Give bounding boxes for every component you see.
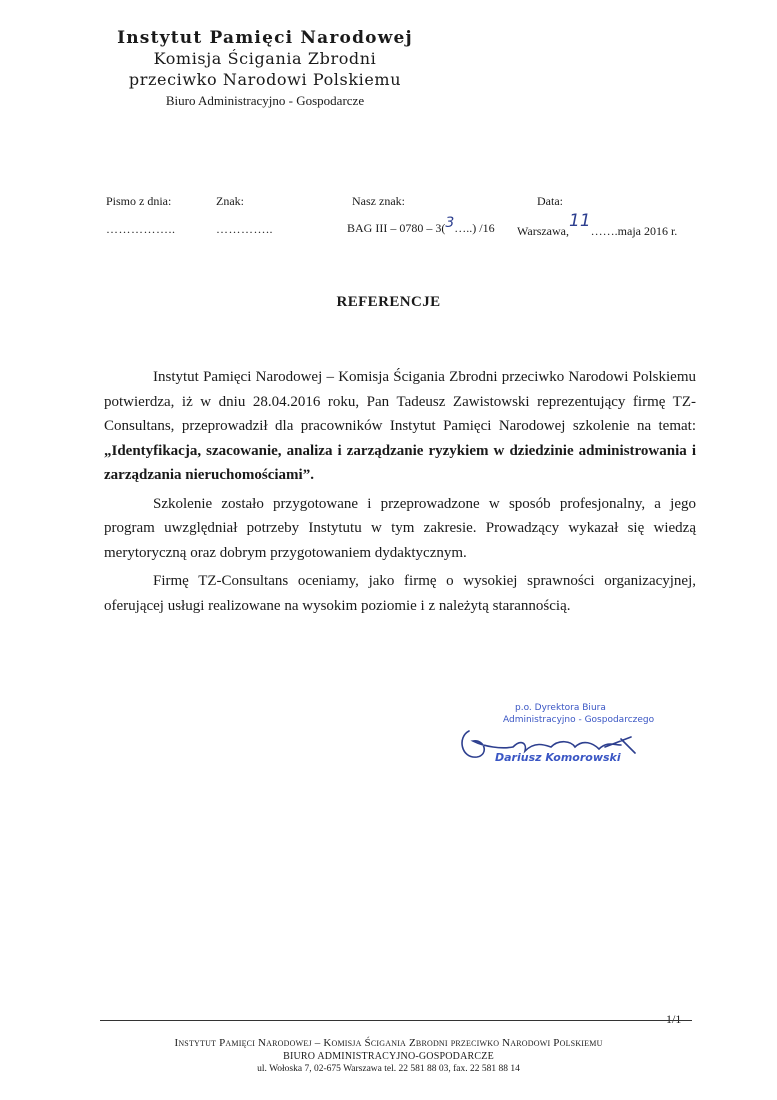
commission-name-line1: Komisja Ścigania Zbrodni — [153, 49, 377, 68]
nasz-znak-suffix: ) /16 — [472, 221, 495, 235]
pismo-value: …………….. — [106, 222, 176, 236]
letter-body — [104, 365, 696, 618]
nasz-znak-dots: ….. — [454, 221, 473, 235]
date-dots: ……. — [590, 224, 618, 238]
znak-value: ………….. — [216, 222, 273, 236]
page-number: 1/1 — [666, 1012, 682, 1026]
paragraph-2: Szkolenie zostało przygotowane i przeprowadzone w sposób profesjonalny, a jego program uwzględniał potrzeby Instytutu w tym zakresie. Prowadzący wykazał się wiedzą merytoryczną oraz dobrym przygotowaniem dydaktycznym. — [104, 495, 696, 561]
paragraph-3: Firmę TZ-Consultans oceniamy, jako firmę o wysokiej sprawności organizacyjnej, oferującej usługi realizowane na wysokim poziomie i z należytą starannością. — [104, 573, 696, 614]
commission-name-line2: przeciwko Narodowi Polskiemu — [128, 70, 402, 89]
signature-title-line2: Administracyjno - Gospodarczego — [503, 715, 655, 725]
footer-office: BIURO ADMINISTRACYJNO-GOSPODARCZE — [283, 1051, 494, 1062]
signature-block — [455, 703, 665, 773]
paragraph-1 — [104, 365, 696, 488]
office-name: Biuro Administracyjno - Gospodarcze — [165, 93, 365, 108]
date-value — [517, 211, 678, 240]
training-topic: „Identyfikacja, szacowanie, analiza i zarządzanie ryzykiem w dziedzinie administrowania i zarządzania nieruchomościami”. — [104, 442, 696, 483]
footer-institution: Instytut Pamięci Narodowej – Komisja Ścigania Zbrodni przeciwko Narodowi Polskiemu — [174, 1037, 603, 1049]
paragraph-1-text: Instytut Pamięci Narodowej – Komisja Ścigania Zbrodni przeciwko Narodowi Polskiemu potwierdza, iż w dniu 28.04.2016 roku, Pan Tadeusz Zawistowski reprezentujący firmę TZ-Consultans, przeprowadził dla pracowników Instytut Pamięci Narodowej szkolenie na temat: — [104, 369, 696, 434]
nasz-znak-label: Nasz znak: — [352, 194, 405, 208]
footer-address: ul. Wołoska 7, 02-675 Warszawa tel. 22 581 88 03, fax. 22 581 88 14 — [257, 1064, 520, 1074]
znak-label: Znak: — [216, 194, 244, 208]
date-suffix: maja 2016 r. — [617, 224, 678, 238]
footer-divider — [100, 1020, 692, 1021]
data-label: Data: — [537, 194, 563, 208]
date-handwritten-day: 11 — [569, 211, 591, 231]
document-title: REFERENCJE — [336, 294, 441, 310]
nasz-znak-handwritten: 3 — [445, 215, 455, 231]
pismo-label: Pismo z dnia: — [106, 194, 172, 208]
signature-title-line1: p.o. Dyrektora Biura — [515, 703, 606, 713]
date-prefix: Warszawa, — [517, 224, 570, 238]
nasz-znak-value — [347, 215, 495, 236]
signatory-name: Dariusz Komorowski — [495, 751, 621, 764]
institution-name: Instytut Pamięci Narodowej — [117, 28, 413, 48]
nasz-znak-prefix: BAG III – 0780 – 3( — [347, 221, 446, 235]
